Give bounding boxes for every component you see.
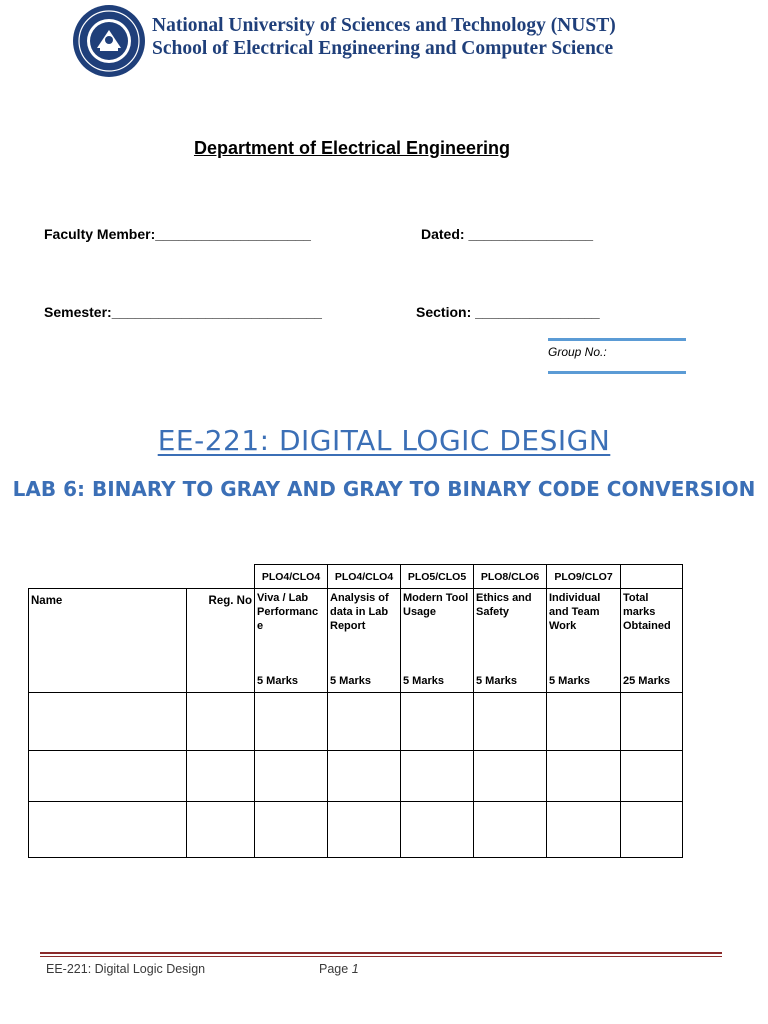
entry-cell[interactable] bbox=[29, 693, 187, 751]
criterion-label: Total marks Obtained bbox=[623, 592, 671, 632]
table-row bbox=[29, 802, 683, 858]
marks-table bbox=[28, 564, 683, 858]
entry-cell[interactable] bbox=[328, 751, 401, 802]
criterion-marks: 5 Marks bbox=[330, 675, 371, 687]
entry-cell[interactable] bbox=[474, 693, 547, 751]
plo-cell: PLO8/CLO6 bbox=[474, 565, 547, 589]
lab-title: LAB 6: BINARY TO GRAY AND GRAY TO BINARY CODE CONVERSION bbox=[12, 477, 756, 501]
criterion-cell bbox=[621, 589, 683, 693]
entry-cell[interactable] bbox=[401, 751, 474, 802]
entry-cell[interactable] bbox=[29, 751, 187, 802]
table-row bbox=[29, 751, 683, 802]
plo-row bbox=[29, 565, 683, 589]
entry-cell[interactable] bbox=[621, 693, 683, 751]
footer-rule bbox=[40, 952, 722, 954]
entry-cell[interactable] bbox=[474, 751, 547, 802]
school-name: School of Electrical Engineering and Computer Science bbox=[152, 38, 614, 59]
university-name: National University of Sciences and Technology (NUST) bbox=[152, 15, 616, 36]
entry-cell[interactable] bbox=[547, 693, 621, 751]
criterion-label: Viva / Lab Performanc e bbox=[257, 592, 319, 632]
group-top-rule bbox=[548, 338, 686, 341]
name-header: Name bbox=[29, 589, 187, 693]
entry-cell[interactable] bbox=[547, 802, 621, 858]
footer-page-label: Page bbox=[319, 962, 349, 976]
group-bottom-rule bbox=[548, 371, 686, 374]
course-title-text: EE-221: DIGITAL LOGIC DESIGN bbox=[157, 424, 611, 457]
entry-cell[interactable] bbox=[255, 751, 328, 802]
plo-cell: PLO9/CLO7 bbox=[547, 565, 621, 589]
semester-field: Semester:___________________________ bbox=[44, 304, 322, 320]
course-title bbox=[0, 424, 768, 457]
entry-cell[interactable] bbox=[621, 802, 683, 858]
reg-no-header: Reg. No bbox=[187, 589, 255, 693]
criterion-marks: 5 Marks bbox=[549, 675, 590, 687]
table-row bbox=[29, 693, 683, 751]
entry-cell[interactable] bbox=[401, 693, 474, 751]
entry-cell[interactable] bbox=[29, 802, 187, 858]
criterion-cell bbox=[474, 589, 547, 693]
section-field: Section: ________________ bbox=[416, 304, 600, 320]
dated-field: Dated: ________________ bbox=[421, 226, 594, 242]
plo-cell: PLO4/CLO4 bbox=[255, 565, 328, 589]
entry-cell[interactable] bbox=[401, 802, 474, 858]
criterion-cell bbox=[328, 589, 401, 693]
criterion-cell bbox=[547, 589, 621, 693]
department-heading: Department of Electrical Engineering bbox=[193, 138, 511, 158]
blank-cell bbox=[29, 565, 187, 589]
entry-cell[interactable] bbox=[328, 802, 401, 858]
criterion-marks: 5 Marks bbox=[403, 675, 444, 687]
plo-cell: PLO4/CLO4 bbox=[328, 565, 401, 589]
plo-cell: PLO5/CLO5 bbox=[401, 565, 474, 589]
footer-rule-thin bbox=[40, 956, 722, 957]
header-row bbox=[29, 589, 683, 693]
criterion-label: Ethics and Safety bbox=[476, 592, 532, 618]
entry-cell[interactable] bbox=[328, 693, 401, 751]
faculty-member-field: Faculty Member:____________________ bbox=[44, 226, 311, 242]
entry-cell[interactable] bbox=[474, 802, 547, 858]
entry-cell[interactable] bbox=[621, 751, 683, 802]
university-seal-icon bbox=[72, 4, 146, 78]
criterion-marks: 25 Marks bbox=[623, 675, 671, 687]
criterion-label: Modern Tool Usage bbox=[403, 592, 469, 618]
plo-cell-empty bbox=[621, 565, 683, 589]
entry-cell[interactable] bbox=[255, 693, 328, 751]
entry-cell[interactable] bbox=[547, 751, 621, 802]
footer-page-number: 1 bbox=[351, 962, 359, 976]
criterion-cell bbox=[401, 589, 474, 693]
entry-cell[interactable] bbox=[255, 802, 328, 858]
criterion-cell bbox=[255, 589, 328, 693]
footer-page bbox=[319, 962, 359, 976]
footer-course: EE-221: Digital Logic Design bbox=[46, 962, 206, 976]
entry-cell[interactable] bbox=[187, 751, 255, 802]
blank-cell bbox=[187, 565, 255, 589]
entry-cell[interactable] bbox=[187, 802, 255, 858]
group-number-label: Group No.: bbox=[548, 345, 607, 359]
criterion-marks: 5 Marks bbox=[476, 675, 517, 687]
criterion-marks: 5 Marks bbox=[257, 675, 298, 687]
criterion-label: Individual and Team Work bbox=[549, 592, 601, 632]
entry-cell[interactable] bbox=[187, 693, 255, 751]
criterion-label: Analysis of data in Lab Report bbox=[330, 592, 389, 632]
